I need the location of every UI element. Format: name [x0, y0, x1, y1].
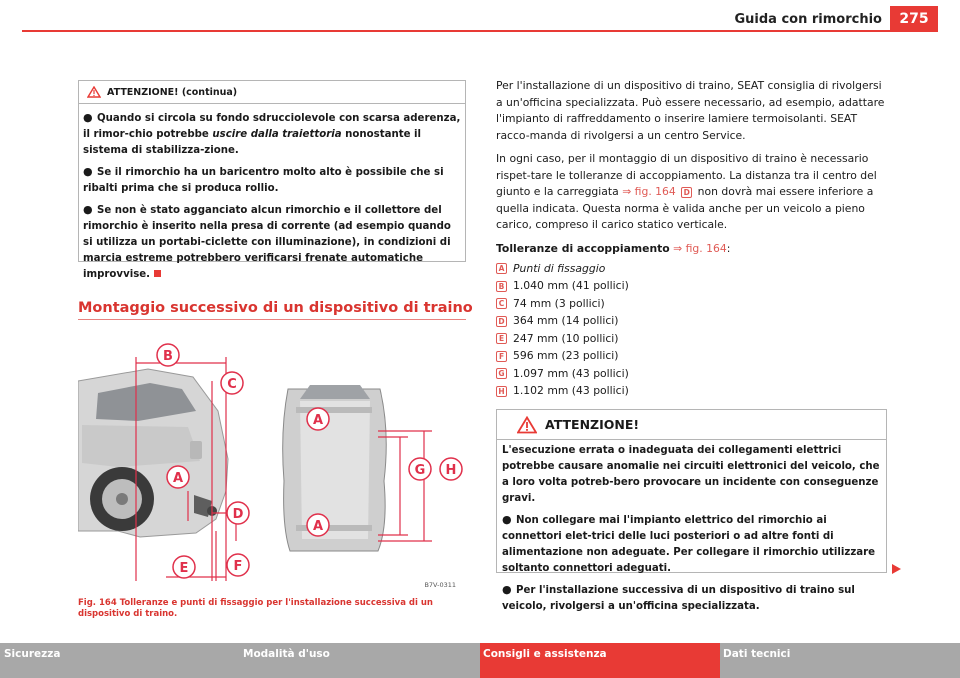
next-page-arrow-icon[interactable] — [890, 563, 902, 575]
warning-item-text: Per l'installazione successiva di un dispositivo di traino sul veicolo, rivolgersi a un'officina specializzata. — [502, 585, 855, 612]
figure-link[interactable]: ⇒ fig. 164 — [622, 185, 676, 198]
list-item-text: 74 mm (3 pollici) — [513, 296, 605, 310]
footer-tab-consigli-assistenza[interactable]: Consigli e assistenza — [480, 643, 720, 678]
label-a-left-text: A — [172, 471, 184, 486]
car-top-illustration — [283, 385, 387, 551]
tolerance-heading-colon: : — [726, 241, 731, 255]
list-item-text: 1.040 mm (41 pollici) — [513, 279, 629, 292]
warning-item-text: nonostante il sistema di stabilizza-zione. — [83, 129, 422, 156]
warning-box-main — [496, 409, 887, 612]
label-badge: G — [496, 368, 507, 379]
page-number: 275 — [890, 6, 938, 31]
right-column — [496, 78, 886, 400]
list-item — [496, 295, 886, 313]
label-badge: H — [496, 386, 507, 397]
footer-tab-modalita-uso[interactable]: Modalità d'uso — [240, 643, 480, 678]
paragraph-tolerance — [496, 151, 886, 234]
list-item-text: 364 mm (14 pollici) — [513, 314, 619, 327]
label-badge: B — [496, 281, 507, 292]
label-badge: F — [496, 351, 507, 362]
list-item — [496, 278, 886, 296]
warning-triangle-icon — [517, 416, 537, 434]
list-item-text: Punti di fissaggio — [513, 261, 606, 275]
list-item-text: 1.102 mm (43 pollici) — [513, 384, 629, 397]
bullet-icon: ● — [83, 111, 93, 124]
warning-item — [502, 582, 882, 615]
page-header-title: Guida con rimorchio — [734, 12, 882, 27]
header-divider — [22, 30, 938, 32]
list-item — [496, 260, 886, 278]
label-e-text: E — [179, 561, 189, 576]
label-badge: E — [496, 333, 507, 344]
warning-box-body — [497, 440, 886, 615]
figure-towbar-diagram — [78, 341, 466, 592]
paragraph-text: non dovrà mai essere inferiore a quella indicata. Questa norma è valida anche per un veicolo a pieno carico, compreso il carico statico verticale. — [496, 185, 874, 231]
warning-item — [83, 110, 461, 159]
footer-nav — [0, 643, 960, 678]
label-a-top-text: A — [312, 413, 324, 428]
tolerance-list — [496, 260, 886, 400]
label-h — [440, 458, 462, 480]
bullet-icon: ● — [502, 583, 512, 596]
tolerance-heading: Tolleranze di accoppiamento — [496, 241, 670, 255]
label-b-text: B — [163, 349, 173, 364]
label-d-text: D — [232, 507, 244, 522]
label-badge: D — [496, 316, 507, 327]
label-e — [173, 556, 195, 578]
label-a-bottom — [307, 514, 329, 536]
list-item — [496, 313, 886, 331]
label-g — [409, 458, 431, 480]
car-side-illustration — [78, 369, 228, 537]
list-item-text: 247 mm (10 pollici) — [513, 331, 619, 345]
label-badge-d: D — [681, 187, 692, 198]
warning-intro: L'esecuzione errata o inadeguata dei collegamenti elettrici potrebbe causare anomalie nei circuiti elettronici del veicolo, che a loro volta potreb-bero provocare un incidente con conseguenze gravi. — [502, 445, 880, 504]
list-item — [496, 383, 886, 401]
warning-item-emphasis: uscire dalla traiettoria — [212, 129, 342, 140]
label-a-bottom-text: A — [312, 519, 324, 534]
label-c-text: C — [227, 377, 237, 392]
figure-caption: Fig. 164 Tolleranze e punti di fissaggio per l'installazione successiva di un dispositivo di traino. — [78, 598, 433, 619]
list-item — [496, 365, 886, 383]
label-f — [227, 554, 249, 576]
label-g-text: G — [414, 463, 426, 478]
label-badge: C — [496, 298, 507, 309]
label-a-left — [167, 466, 189, 488]
end-of-section-icon — [154, 270, 161, 277]
bullet-icon: ● — [502, 513, 512, 526]
label-badge: A — [496, 263, 507, 274]
warning-box-title: ATTENZIONE! (continua) — [107, 86, 238, 98]
warning-item — [83, 164, 461, 197]
list-item-text: 1.097 mm (43 pollici) — [513, 366, 629, 380]
section-heading: Montaggio successivo di un dispositivo di traino — [78, 300, 473, 316]
warning-box-header — [497, 410, 886, 440]
warning-item-text: Quando si circola su fondo sdrucciolevole con scarsa aderenza, il rimor-chio potrebbe — [83, 113, 461, 140]
list-item — [496, 348, 886, 366]
warning-box-header — [79, 81, 465, 104]
bullet-icon: ● — [83, 203, 93, 216]
list-item — [496, 330, 886, 348]
figure-link[interactable]: ⇒ fig. 164 — [673, 241, 727, 255]
warning-item — [502, 512, 882, 577]
figure-code: B7V-0311 — [424, 581, 456, 589]
bullet-icon: ● — [83, 165, 93, 178]
warning-box-title: ATTENZIONE! — [545, 417, 640, 432]
warning-item-text: Non collegare mai l'impianto elettrico del rimorchio ai connettori elet-trici delle luci posteriori o ad altre fonti di alimentazione non adeguate. Per collegare il rimorchio utilizzare soltanto connettori adeguati. — [502, 515, 876, 574]
footer-tab-sicurezza[interactable]: Sicurezza — [0, 643, 240, 678]
footer-tab-dati-tecnici[interactable]: Dati tecnici — [720, 643, 960, 678]
warning-triangle-icon — [87, 86, 101, 98]
warning-box-continued — [78, 80, 466, 280]
warning-item-text: Se non è stato agganciato alcun rimorchio e il collettore del rimorchio è inserito nella presa di corrente (ad esempio quando si utilizza un portabi-ciclette con illuminazione), in condizioni di marcia estreme potrebbero verificarsi frenate automatiche improvvise. — [83, 205, 451, 280]
paragraph-text: In ogni caso, per il montaggio di un dispositivo di traino è necessario rispet-tare le tolleranze di accoppiamento. La distanza tra il centro del giunto e la carreggiata — [496, 152, 877, 198]
label-f-text: F — [233, 559, 243, 574]
label-d — [227, 502, 249, 524]
warning-item-text: Se il rimorchio ha un baricentro molto alto è possibile che si ribalti prima che si produca rollio. — [83, 167, 444, 194]
tolerance-heading-line — [496, 241, 886, 258]
paragraph-intro: Per l'installazione di un dispositivo di traino, SEAT consiglia di rivolgersi a un'officina specializzata. Può essere necessario, ad esempio, adattare l'impianto di raffreddamento o inserire lamiere termoisolanti. SEAT racco-manda di rivolgersi a un centro Service. — [496, 79, 885, 142]
label-h-text: H — [445, 463, 457, 478]
label-c — [221, 372, 243, 394]
list-item-text: 596 mm (23 pollici) — [513, 349, 619, 362]
label-a-top — [307, 408, 329, 430]
warning-item — [83, 202, 461, 283]
label-b — [157, 344, 179, 366]
warning-box-body — [79, 104, 465, 283]
section-divider — [78, 319, 466, 320]
